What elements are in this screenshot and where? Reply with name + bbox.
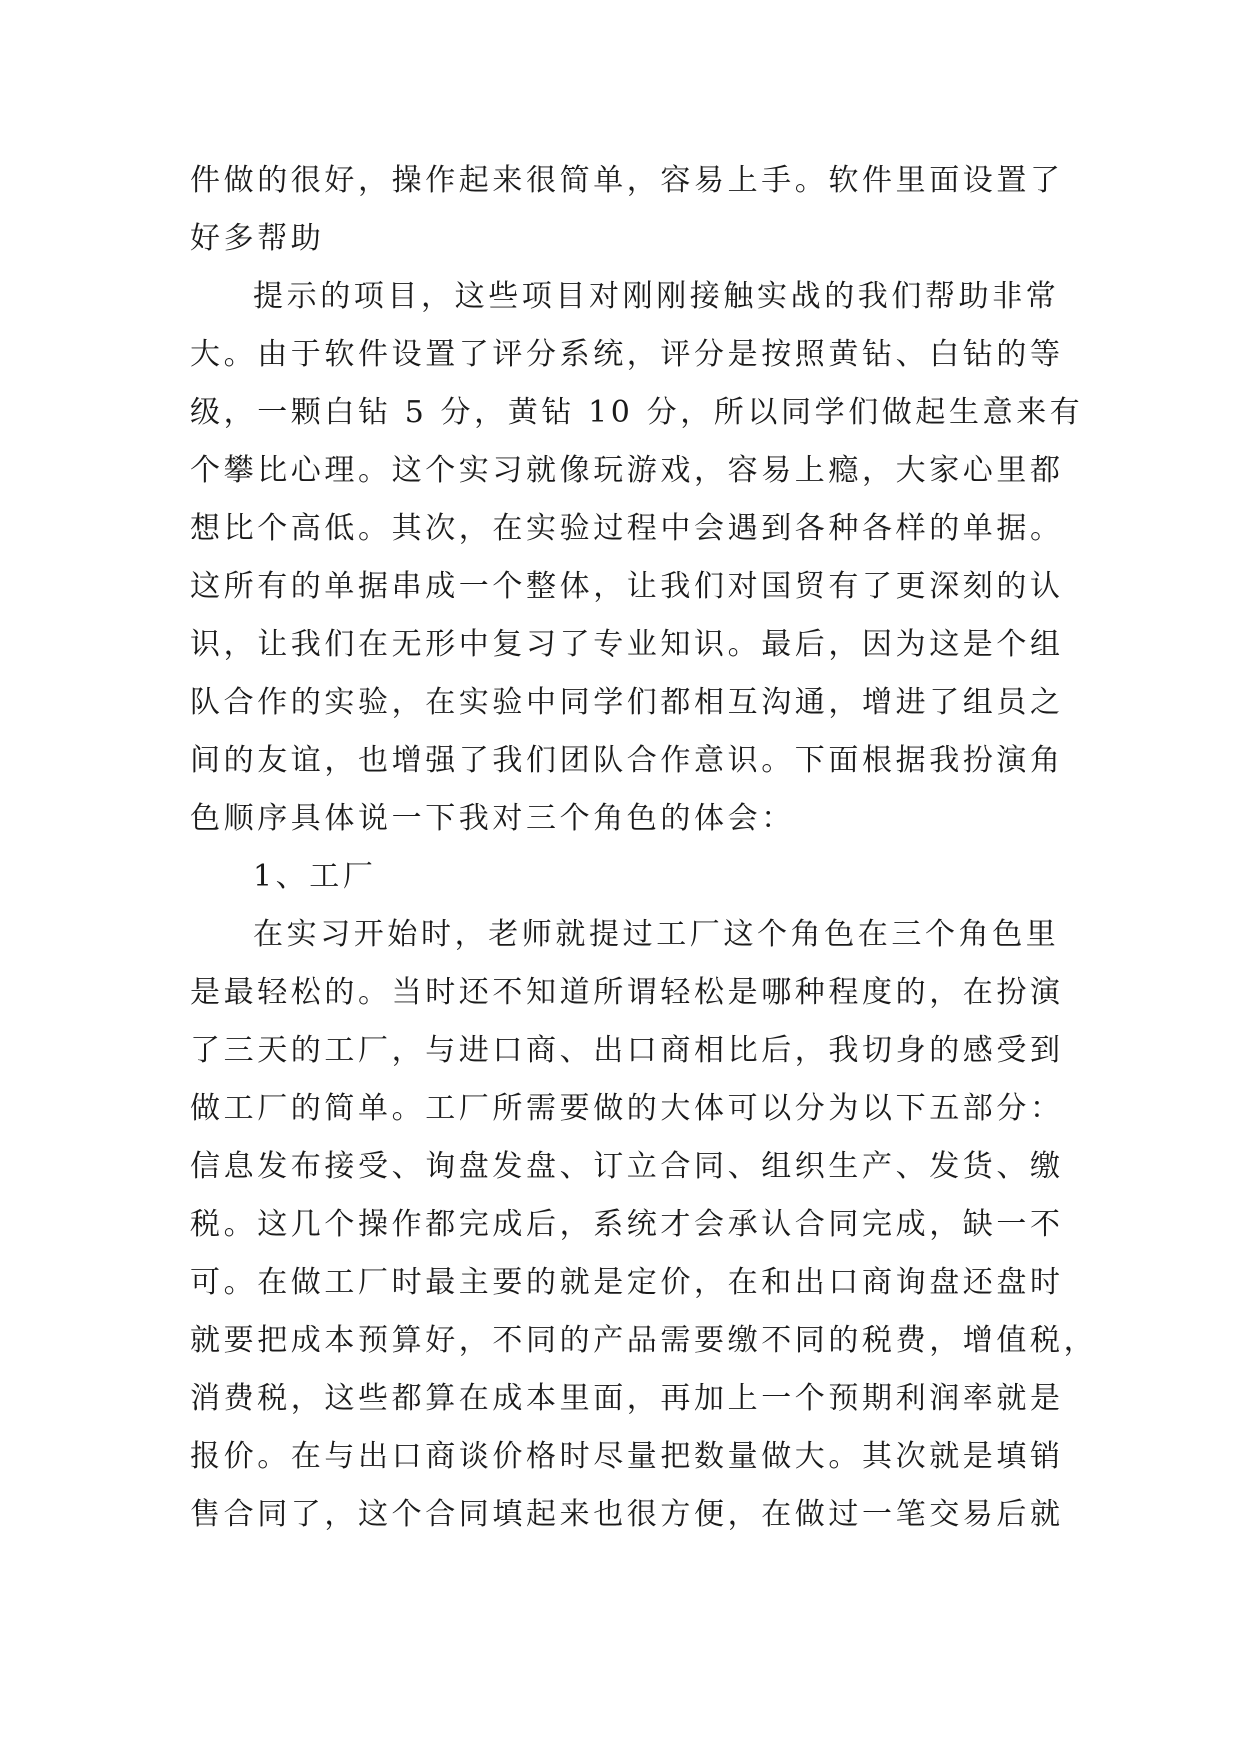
text-line: 是最轻松的。当时还不知道所谓轻松是哪种程度的，在扮演 [190, 975, 1064, 1010]
text-line: 色顺序具体说一下我对三个角色的体会： [190, 801, 795, 836]
text-line: 信息发布接受、询盘发盘、订立合同、组织生产、发货、缴 [190, 1149, 1064, 1184]
text-line: 个攀比心理。这个实习就像玩游戏，容易上瘾，大家心里都 [190, 453, 1064, 488]
text-line: 想比个高低。其次，在实验过程中会遇到各种各样的单据。 [190, 511, 1064, 546]
text-line: 了三天的工厂，与进口商、出口商相比后，我切身的感受到 [190, 1033, 1064, 1068]
text-line: 件做的很好，操作起来很简单，容易上手。软件里面设置了 [190, 163, 1064, 198]
paragraph-first-line: 提示的项目，这些项目对刚刚接触实战的我们帮助非常 [253, 279, 1060, 314]
paragraph-first-line: 在实习开始时，老师就提过工厂这个角色在三个角色里 [253, 917, 1060, 952]
text-line: 这所有的单据串成一个整体，让我们对国贸有了更深刻的认 [190, 569, 1064, 604]
text-line: 就要把成本预算好，不同的产品需要缴不同的税费，增值税， [190, 1323, 1098, 1358]
text-line: 可。在做工厂时最主要的就是定价，在和出口商询盘还盘时 [190, 1265, 1064, 1300]
text-line: 识，让我们在无形中复习了专业知识。最后，因为这是个组 [190, 627, 1064, 662]
text-line: 税。这几个操作都完成后，系统才会承认合同完成，缺一不 [190, 1207, 1064, 1242]
text-line: 做工厂的简单。工厂所需要做的大体可以分为以下五部分： [190, 1091, 1064, 1126]
text-line: 好多帮助 [190, 221, 325, 256]
text-line: 间的友谊，也增强了我们团队合作意识。下面根据我扮演角 [190, 743, 1064, 778]
text-line: 报价。在与出口商谈价格时尽量把数量做大。其次就是填销 [190, 1439, 1064, 1474]
text-line: 大。由于软件设置了评分系统，评分是按照黄钻、白钻的等 [190, 337, 1064, 372]
text-line: 队合作的实验，在实验中同学们都相互沟通，增进了组员之 [190, 685, 1064, 720]
text-line: 级，一颗白钻 5 分，黄钻 10 分，所以同学们做起生意来有 [190, 395, 1084, 430]
section-heading: 1、工厂 [253, 859, 377, 894]
text-line: 消费税，这些都算在成本里面，再加上一个预期利润率就是 [190, 1381, 1064, 1416]
text-line: 售合同了，这个合同填起来也很方便，在做过一笔交易后就 [190, 1497, 1064, 1532]
